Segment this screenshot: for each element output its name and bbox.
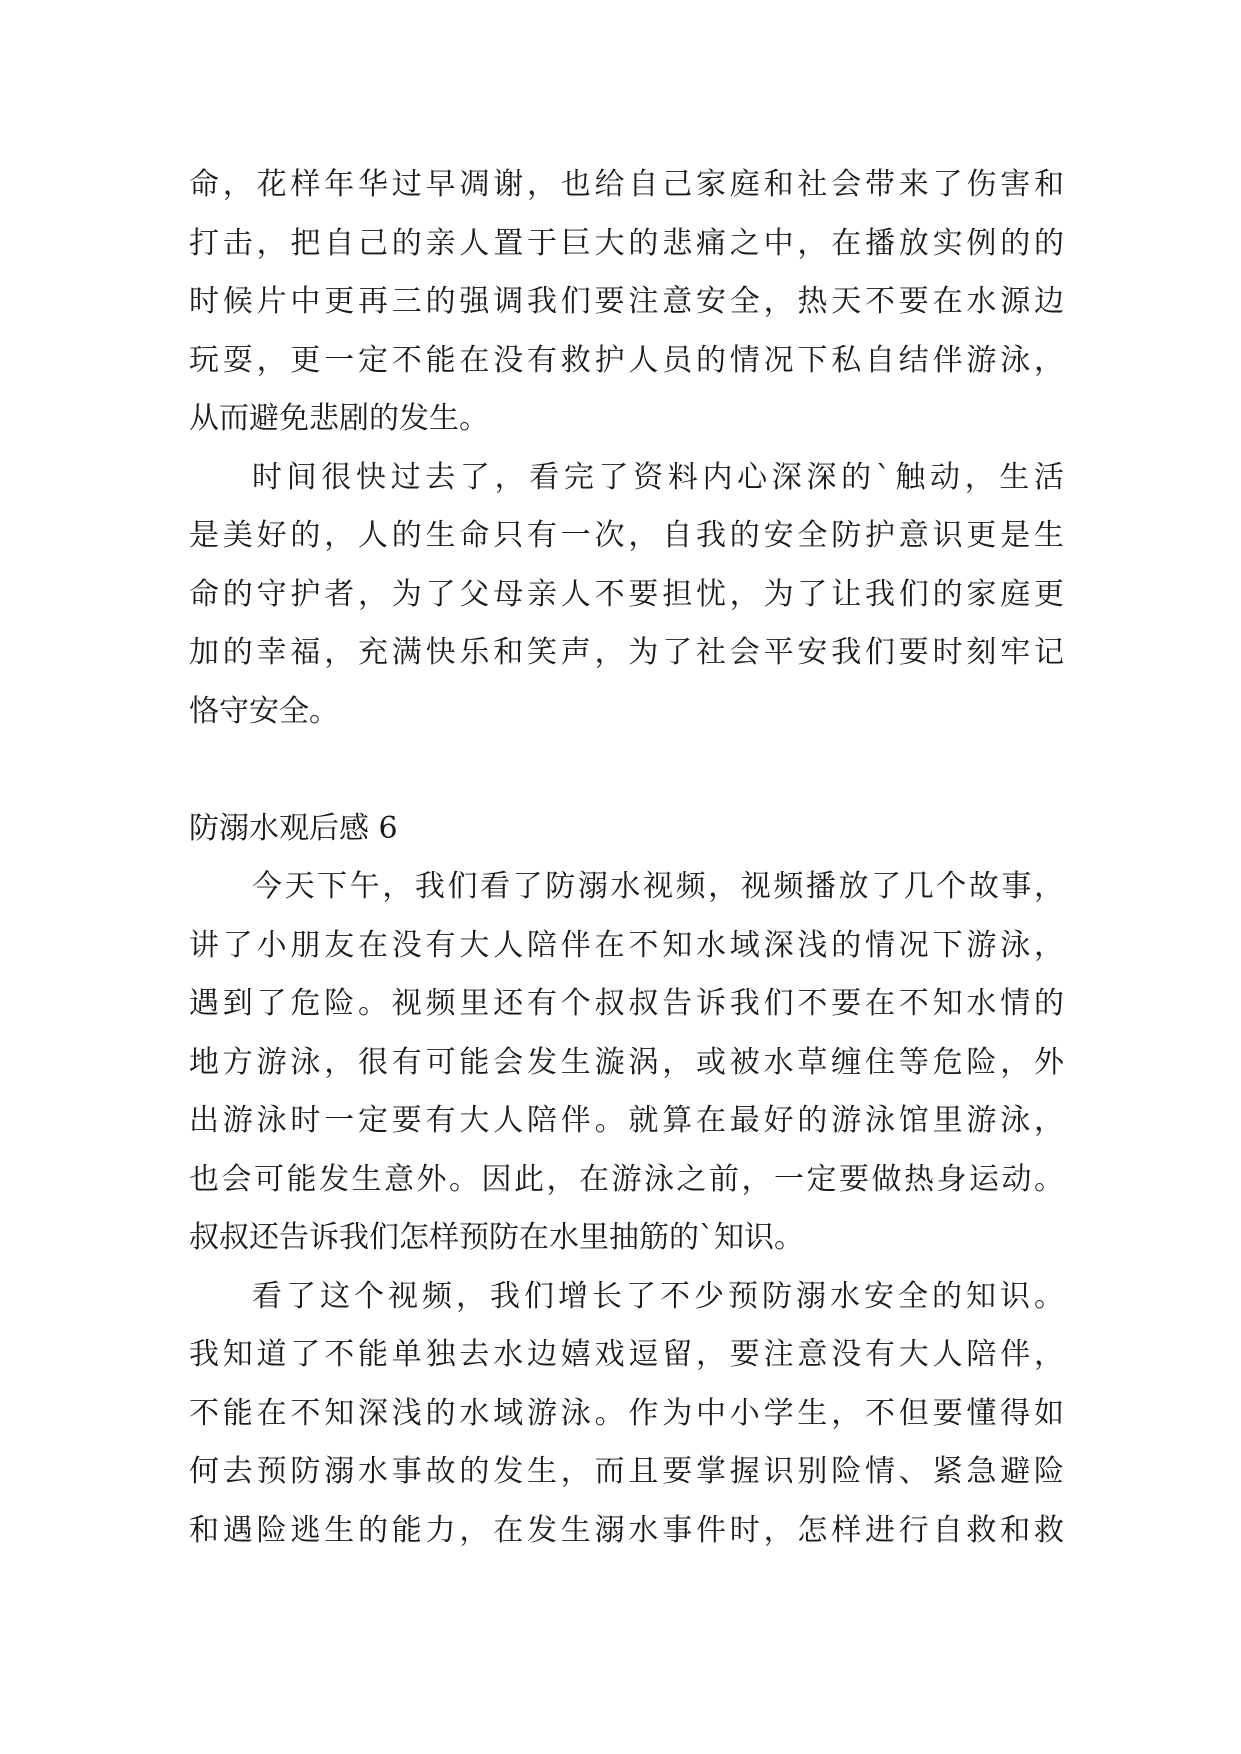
paragraph-1 — [189, 156, 1064, 449]
text-line: 地方游泳，很有可能会发生漩涡，或被水草缠住等危险，外 — [189, 1044, 1064, 1080]
text-line: 恪守安全。 — [189, 693, 339, 729]
text-line: 是美好的，人的生命只有一次，自我的安全防护意识更是生 — [189, 518, 1064, 553]
text-line: 加的幸福，充满快乐和笑声，为了社会平安我们要时刻牢记 — [189, 635, 1064, 670]
text-line: 玩耍，更一定不能在没有救护人员的情况下私自结伴游泳， — [189, 342, 1064, 378]
text-line: 从而避免悲剧的发生。 — [189, 401, 489, 436]
section-paragraph-1 — [189, 858, 1064, 1268]
document-body — [189, 156, 1064, 1560]
text-line: 看了这个视频，我们增长了不少预防溺水安全的知识。 — [252, 1278, 1064, 1314]
section-gap — [189, 741, 1064, 800]
text-line: 不能在不知深浅的水域游泳。作为中小学生，不但要懂得如 — [189, 1395, 1064, 1431]
text-line: 也会可能发生意外。因此，在游泳之前，一定要做热身运动。 — [189, 1161, 1064, 1197]
section-paragraph-2 — [189, 1268, 1064, 1561]
paragraph-2 — [189, 449, 1064, 742]
text-line: 时间很快过去了，看完了资料内心深深的`触动，生活 — [252, 459, 1064, 495]
text-line: 我知道了不能单独去水边嬉戏逗留，要注意没有大人陪伴， — [189, 1337, 1064, 1372]
text-line: 和遇险逃生的能力，在发生溺水事件时，怎样进行自救和救 — [189, 1512, 1064, 1548]
text-line: 命的守护者，为了父母亲人不要担忧，为了让我们的家庭更 — [189, 576, 1064, 612]
text-line: 时候片中更再三的强调我们要注意安全，热天不要在水源边 — [189, 284, 1064, 319]
text-line: 今天下午，我们看了防溺水视频，视频播放了几个故事， — [252, 869, 1064, 904]
text-line: 遇到了危险。视频里还有个叔叔告诉我们不要在不知水情的 — [189, 986, 1064, 1021]
text-line: 出游泳时一定要有大人陪伴。就算在最好的游泳馆里游泳， — [189, 1103, 1064, 1138]
text-line: 何去预防溺水事故的发生，而且要掌握识别险情、紧急避险 — [189, 1454, 1064, 1489]
text-line: 打击，把自己的亲人置于巨大的悲痛之中，在播放实例的的 — [189, 225, 1064, 261]
text-line: 讲了小朋友在没有大人陪伴在不知水域深浅的情况下游泳， — [189, 927, 1064, 963]
text-line: 叔叔还告诉我们怎样预防在水里抽筋的`知识。 — [189, 1220, 804, 1255]
section-title: 防溺水观后感 6 — [189, 810, 398, 846]
text-line: 命，花样年华过早凋谢，也给自己家庭和社会带来了伤害和 — [189, 167, 1064, 202]
